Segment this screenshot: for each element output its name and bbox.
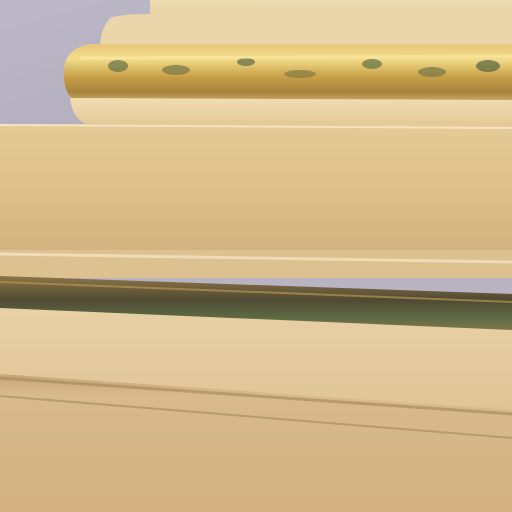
- torus-underside: [70, 98, 512, 126]
- torus-highlight: [80, 56, 512, 58]
- upper-band: [0, 124, 512, 256]
- upper-fillet: [100, 14, 512, 48]
